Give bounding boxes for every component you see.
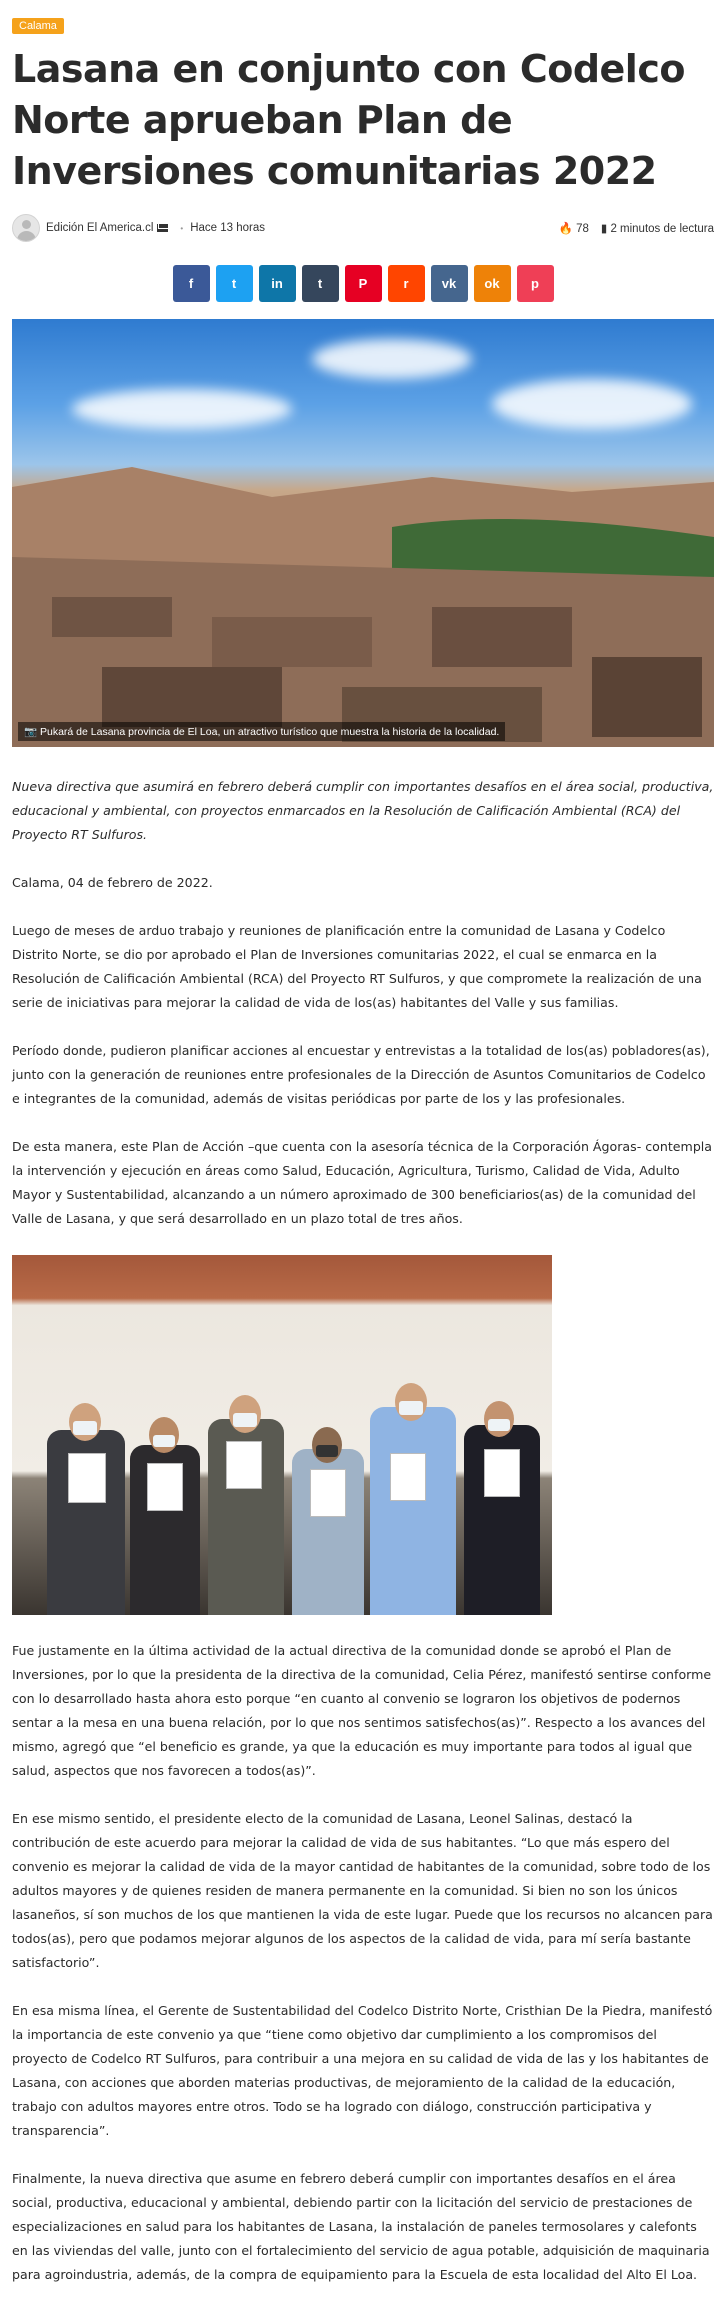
article-lead: Nueva directiva que asumirá en febrero deberá cumplir con importantes desafíos en el área social, productiva, educacional y ambiental, con proyectos enmarcados en la Resolución de Calificación Ambiental (RCA) del Proyecto RT Sulfuros.: [12, 779, 714, 842]
share-reddit-button[interactable]: [388, 265, 425, 302]
share-bar: [12, 265, 714, 302]
hero-caption: 📷 Pukará de Lasana provincia de El Loa, un atractivo turístico que muestra la historia de la localidad.: [18, 722, 505, 741]
read-time: ▮ 2 minutos de lectura: [600, 223, 714, 235]
article-paragraph: Luego de meses de arduo trabajo y reuniones de planificación entre la comunidad de Lasana y Codelco Distrito Norte, se dio por aprobado el Plan de Inversiones comunitarias 2022, el cual se enmarca en la Resolución de Calificación Ambiental (RCA) del Proyecto RT Sulfuros, y que compromete la realización de una serie de iniciativas para mejorar la calidad de vida de los(as) habitantes del Valle y sus familias.: [12, 923, 702, 1010]
linkedin-icon: in: [271, 276, 283, 291]
share-odnoklassniki-button[interactable]: [474, 265, 511, 302]
share-pinterest-button[interactable]: [345, 265, 382, 302]
article-paragraph: Período donde, pudieron planificar acciones al encuestar y entrevistas a la totalidad de los(as) pobladores(as), junto con la generación de reuniones entre profesionales de la Dirección de Asuntos Comunitarios de Codelco e integrantes de la comunidad, además de visitas periódicas por parte de los y las profesionales.: [12, 1043, 710, 1106]
article-headline: Lasana en conjunto con Codelco Norte aprueban Plan de Inversiones comunitarias 2022: [12, 47, 685, 193]
author-avatar[interactable]: [12, 214, 40, 242]
views-count: 🔥 78: [558, 223, 589, 235]
article-paragraph: En ese mismo sentido, el presidente electo de la comunidad de Lasana, Leonel Salinas, destacó la contribución de este acuerdo para mejorar la calidad de vida de sus habitantes. “Lo que más espero del convenio es mejorar la calidad de vida de la mayor cantidad de habitantes de la comunidad, sobre todo de los adultos mayores y de quienes residen de manera permanente en la comunidad. Si bien no son los únicos lasaneños, sí son muchos de los que mantienen la vida de este lugar. Puede que los recursos no alcancen para todos(as), pero que podamos mejorar algunos de los aspectos de la calidad de vida, para mí sería bastante satisfactorio”.: [12, 1811, 713, 1970]
share-vk-button[interactable]: [431, 265, 468, 302]
publish-time: Hace 13 horas: [190, 222, 265, 234]
bullet-icon: •: [180, 223, 184, 233]
article-meta: [12, 213, 714, 243]
pocket-icon: p: [531, 276, 539, 291]
category-badge[interactable]: Calama: [12, 18, 64, 34]
share-linkedin-button[interactable]: [259, 265, 296, 302]
envelope-icon[interactable]: [157, 224, 168, 232]
fire-icon: 🔥: [558, 223, 573, 235]
article-paragraph: De esta manera, este Plan de Acción –que cuenta con la asesoría técnica de la Corporación Ágoras- contempla la intervención y ejecución en áreas como Salud, Educación, Agricultura, Turismo, Calidad de Vida, Adulto Mayor y Sustentabilidad, alcanzando a un número aproximado de 300 beneficiarios(as) de la comunidad del Valle de Lasana, y que será desarrollado en un plazo total de tres años.: [12, 1139, 713, 1226]
vk-icon: vk: [441, 276, 457, 291]
ruins-illustration: [12, 447, 714, 747]
hero-image: [12, 319, 714, 747]
article-paragraph: Finalmente, la nueva directiva que asume en febrero deberá cumplir con importantes desafíos en el área social, productiva, educacional y ambiental, debiendo partir con la licitación del servicio de prestaciones de especializaciones en salud para los habitantes de Lasana, la instalación de paneles termosolares y calefonts en las viviendas del valle, junto con el fortalecimiento del servicio de agua potable, adquisición de maquinaria para agroindustria, además, de la compra de equipamiento para la Escuela de esta localidad del Alto El Loa.: [12, 2171, 710, 2282]
share-pocket-button[interactable]: [517, 265, 554, 302]
article-body: [12, 775, 714, 2287]
pinterest-icon: P: [358, 276, 368, 291]
twitter-icon: t: [231, 276, 237, 291]
reddit-icon: r: [403, 276, 409, 291]
share-twitter-button[interactable]: [216, 265, 253, 302]
article-paragraph: En esa misma línea, el Gerente de Sustentabilidad del Codelco Distrito Norte, Cristhian De la Piedra, manifestó la importancia de este convenio ya que “tiene como objetivo dar cumplimiento a los compromisos del proyecto de Codelco RT Sulfuros, para contribuir a una mejora en su calidad de vida de las y los habitantes de Lasana, con acciones que aborden materias productivas, de mejoramiento de la calidad de la educación, trabajo con adultos mayores entre otros. Todo se ha logrado con diálogo, construcción participativa y transparencia”.: [12, 2003, 713, 2138]
camera-icon: 📷: [24, 726, 38, 738]
share-tumblr-button[interactable]: [302, 265, 339, 302]
share-facebook-button[interactable]: [173, 265, 210, 302]
article-dateline: Calama, 04 de febrero de 2022.: [12, 875, 213, 890]
group-photo: [12, 1255, 552, 1615]
facebook-icon: f: [188, 276, 194, 291]
odnoklassniki-icon: ok: [484, 276, 500, 291]
tumblr-icon: t: [317, 276, 323, 291]
bookmark-icon: ▮: [600, 223, 608, 235]
author-name[interactable]: Edición El America.cl: [46, 222, 154, 234]
article-paragraph: Fue justamente en la última actividad de la actual directiva de la comunidad donde se aprobó el Plan de Inversiones, por lo que la presidenta de la directiva de la comunidad, Celia Pérez, manifestó sentirse conforme con lo desarrollado hasta ahora esto porque “en cuanto al convenio se lograron los objetivos de podernos sentar a la mesa en una buena relación, por lo que nos sentimos satisfechos(as)”. Respecto a los avances del mismo, agregó que “el beneficio es grande, ya que la educación es muy importante para todos al igual que salud, aspectos que nos favorecen a todos(as)”.: [12, 1643, 712, 1778]
